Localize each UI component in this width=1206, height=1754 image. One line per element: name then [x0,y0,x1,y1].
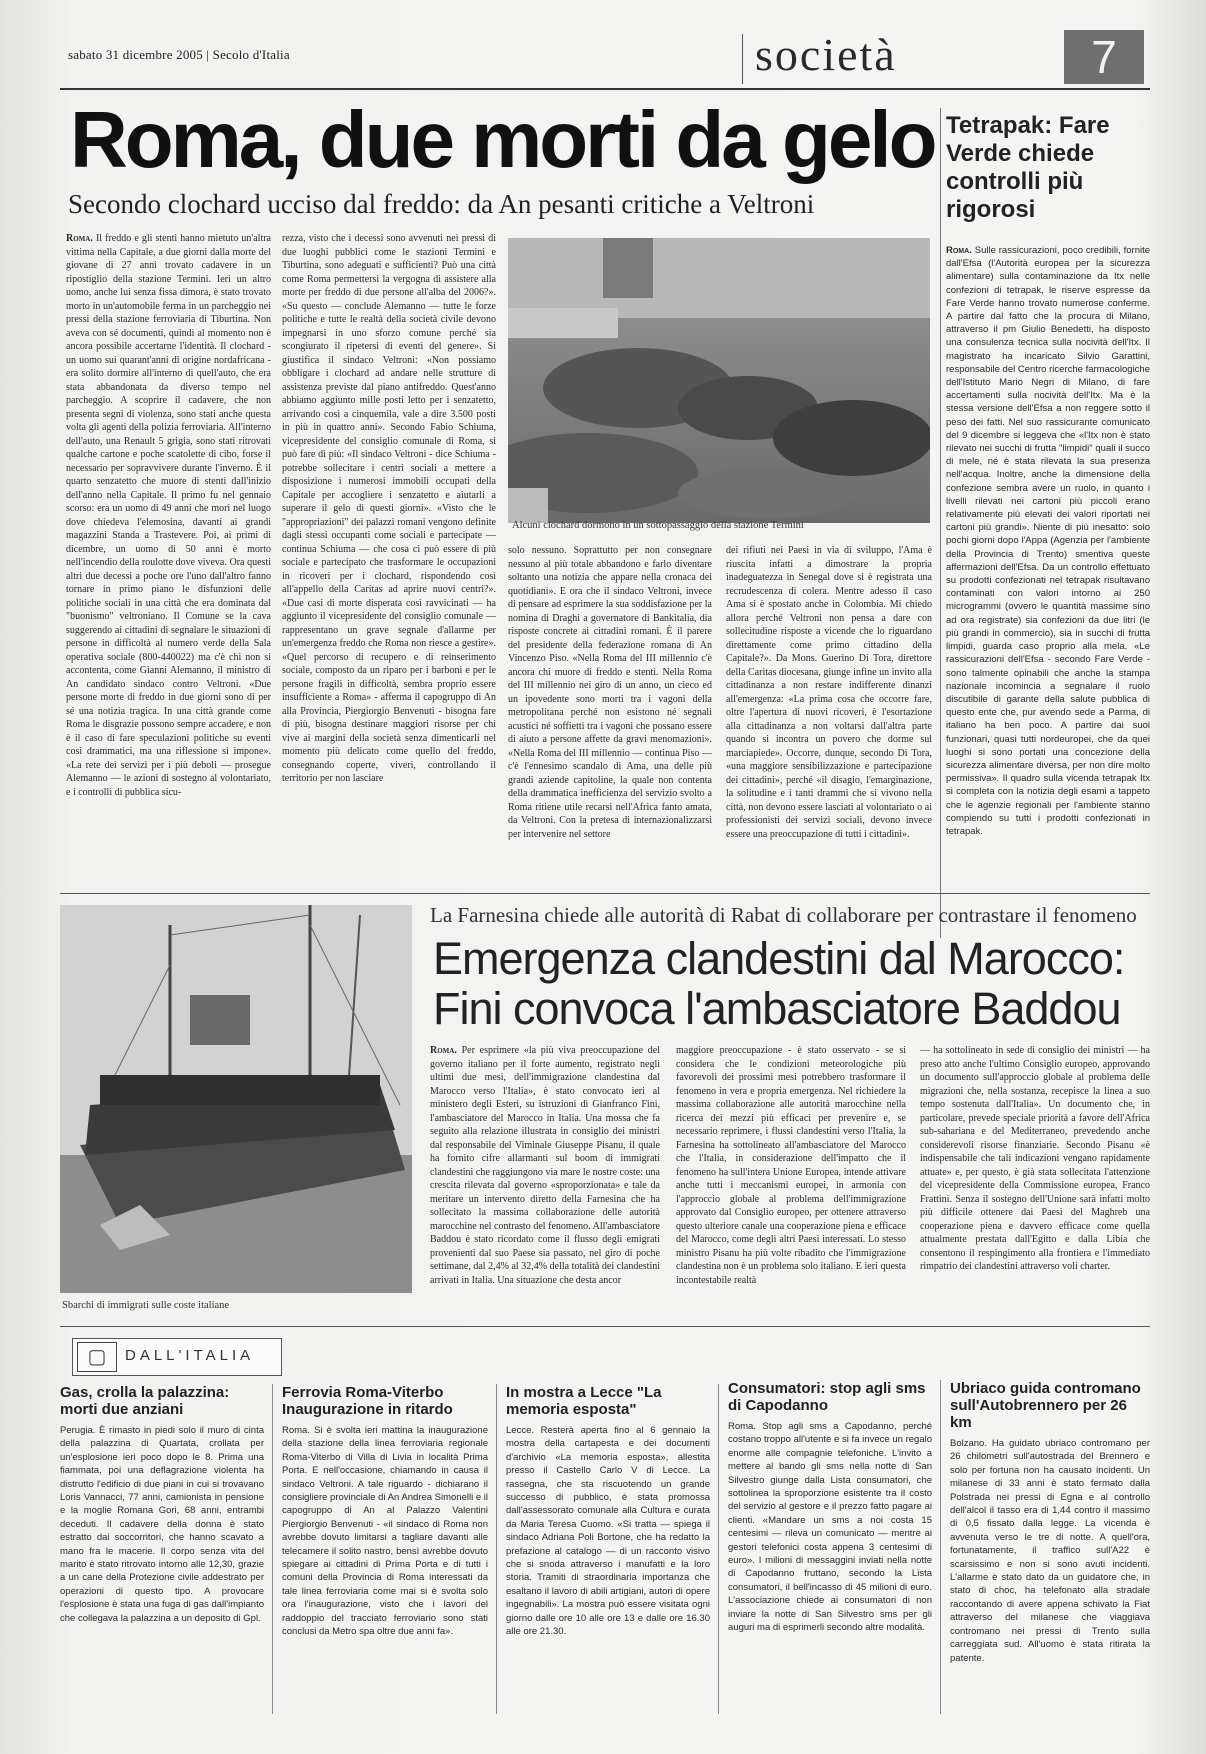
brief-5-title: Ubriaco guida contromano sull'Autobrennero per 26 km [950,1380,1141,1431]
sidebar-title: Tetrapak: Fare Verde chiede controlli più rigorosi [946,112,1110,223]
brief-3 [506,1384,710,1742]
second-col2-text: maggiore preoccupazione - è stato osservato - se si considera che le condizioni meteorologiche più favorevoli dei prossimi mesi potrebbero trasformare il fenomeno in vera e propria emergenza. Nel richiedere la massima collaborazione alle autorità marocchine nella ricerca dei mezzi più efficaci per prevenire e, se necessario reprimere, i flussi clandestini verso l'Italia, la Farnesina ha sottolineato all'ambasciatore del Marocco che l'Italia, in considerazione dell'impatto che il fenomeno ha sull'intera Unione Europea, intende attivare anche tutti i meccanismi europei, in armonia con l'approccio globale al problema dell'immigrazione approvato dal Consiglio europeo, per ottenere attraverso questo ulteriore canale una cooperazione piena e efficace del Marocco, come degli altri Paesi interessati. Lo stesso ministro Pisanu ha più volte ribadito che l'immigrazione clandestina non è un problema solo italiano. E ieri questa incontestabile realtà [676,1045,906,1286]
italy-map-icon: ▢ [77,1342,117,1372]
brief-1-title: Gas, crolla la palazzina: morti due anziani [60,1384,230,1418]
second-headline [433,934,1153,1034]
issue-date: sabato 31 dicembre 2005 [68,47,203,62]
second-story-column-1 [430,1044,660,1320]
second-story-column-2 [676,1044,906,1320]
main-story-column-4 [726,544,932,886]
brief-4-title: Consumatori: stop agli sms di Capodanno [728,1380,926,1414]
brief-3-body [506,1424,710,1742]
main-headline: Roma, due morti da gelo [70,95,935,184]
page-number: 7 [1064,30,1144,84]
sidebar-text: Sulle rassicurazioni, poco credibili, fornite dall'Efsa (l'Autorità europea per la sicurezza alimentare) sulla contaminazione da Itx nelle confezioni di tetrapak, le riserve espresse da Fare Verde hanno trovato numerose conferme. A partire dal fatto che la procura di Milano, attraverso il pm Giulio Benedetti, ha disposto una consulenza tecnica sulla nocività dell'Itx. Il magistrato ha incaricato Silvio Garattini, responsabile del Centro ricerche farmacologiche dell'Istituto Mario Negri di Milano, di fare accertamenti sulla nocività dell'Itx. Ma è la stessa versione dell'Efsa a non reggere sotto il peso dei fatti. Nel suo rassicurante comunicato del 9 dicembre si leggeva che «l'Itx non è stato rilevato nei succhi di frutta "limpidi" quali il succo di mele, né è stata rilevata la sua presenza nell'acqua. Inoltre, anche la dimensione della confezione sembra avere un ruolo, in quanto i livelli rilevati nei cartoni più piccoli erano relativamente più elevati dei valori riportati nei cartoni più grandi». Niente di più inesatto: solo pochi giorni dopo l'Appa (Agenzia per l'ambiente della Provincia di Trento) smentiva queste affermazioni dell'Efsa. Da un controllo effettuato su prodotti confezionati nel tetrapak risultavano contaminati con valori intorno ai 250 microgrammi (ovvero le quantità massime sino ad ora registrate) sia confezioni da due litri (le più grandi in commercio), sia in succhi di frutta limpidi, guarda caso proprio alla mela. «Le rassicurazioni dell'Efsa - secondo Fare Verde - sono talmente opinabili che anche la stampa nazionale incomincia a segnalare il ruolo discutibile di garante della salute pubblica di questo ente che, pur avendo sede a Parma, di italiano ha ben poco. A partire dai suoi funzionari, quasi tutti nordeuropei, che da quei luoghi si sono portati una concezione della sicurezza alimentare diversa, per non dire molto permissiva». Il quadro sulla vicenda tetrapak Itx si completa con la notizia degli esami a tappeto che le agenzie regionali per l'ambiente stanno compiendo su tutti i prodotti confezionati in tetrapak. [946,245,1150,837]
main-dateline: Roma. [66,233,93,244]
brief-rule-2 [496,1384,497,1714]
main-col4-text: dei rifiuti nei Paesi in via di sviluppo, l'Ama è riuscita infatti a dimostrare la propria inadeguatezza in Senegal dove si è registrata una recrudescenza di colera. Mentre adesso il caso Ama si è spostato anche in Colombia. Mi chiedo allora perché Veltroni non pensa a dare con sollecitudine risposte a vicende che lo riguardano direttamente come primo cittadino della Capitale?». Da Mons. Guerino Di Tora, direttore della Caritas diocesana, giunge infine un invito alla cittadinanza a non restare indifferente dinanzi all'emergenza: «La prima cosa che occorre fare, oltre l'apertura di nuovi ricoveri, è l'esortazione alla cittadinanza a non voltarsi dall'altra parte quando si incontra un povero che dorme sul marciapiede». Occorre, dunque, secondo Di Tora, «una maggiore sensibilizzazione e partecipazione dei cittadini», perché «il disagio, l'emarginazione, la solitudine e i tanti drammi che si vivono nella città, non devono essere lasciati al volontariato o ai professionisti dei servizi sociali, devono invece essere una preoccupazione di tutti i cittadini». [726,545,932,840]
second-dateline: Roma. [430,1045,457,1056]
main-col3-text: solo nessuno. Soprattutto per non consegnare nessuno al più totale abbandono e farlo diventare soltanto una notizia che appare nella cronaca dei quotidiani». E ora che il sindaco Veltroni, invece di pensare ad esprimere la sua soddisfazione per la nomina di Draghi a governatore di Bankitalia, dia risposte concrete ai cittadini romani. È il parere del presidente della federazione romana di An Vincenzo Piso. «Nella Roma del III millennio c'è ancora chi muore di freddo e stenti. Nella Roma del III millennio nei giro di un anno, un cieco ed un ipovedente sono morti tra i vagoni della metropolitana perché non esistono né segnali acustici né soffietti tra i vagoni che possano essere di aiuto a persone affette da gravi menomazioni». «Nella Roma del III millennio — continua Piso — c'è l'ennesimo scandalo di Ama, una delle più grandi aziende capitoline, la quale non contenta della drammatica inefficienza del servizio svolto a Roma ritiene utile recarsi nell'Africa fanto amata, da Veltroni. Con la pretesa di internazionalizzarsi per intervenire nel settore [508,545,712,840]
sidebar-body [946,244,1150,886]
main-story-column-1 [66,232,271,884]
second-headline-line-2: Fini convoca l'ambasciatore Baddou [433,983,1121,1034]
main-story-column-3 [508,544,712,886]
brief-rule-3 [718,1384,719,1714]
second-headline-line-1: Emergenza clandestini dal Marocco: [433,933,1125,984]
paper-name: Secolo d'Italia [212,47,290,62]
masthead-date-line [68,47,290,63]
briefs-divider [60,1326,1150,1327]
brief-3-dateline: Lecce. [506,1425,534,1436]
brief-2-dateline: Roma. [282,1425,310,1436]
migrant-boat-photo [60,905,412,1293]
second-story-column-3 [920,1044,1150,1320]
brief-1-text: È rimasto in piedi solo il muro di cinta della palazzina di Quartata, crollata per un'esplosione ieri poco dopo le 8. Prima una fiammata, poi una deflagrazione violenta ha distrutto l'edificio di due piani in cui si trovavano Loris Vannacci, 77 anni, camionista in pensione e la moglie Romana Gori, 68 anni, entrambi deceduti. Il cadavere della donna è stato estratto dai soccorritori, che hanno scavato a mano fra le macerie. Il corpo senza vita del marito è stato ritrovato intorno alle 12,30, grazie a un cane della Protezione civile addestrato per operazioni di questo tipo. A provocare l'esplosione è stata una fuga di gas dall'impianto che collegava la palazzina a un deposito di Gpl. [60,1425,264,1624]
brief-4-body [728,1420,932,1742]
brief-3-text: Resterà aperta fino al 6 gennaio la mostra della cartapesta e dei documenti d'archivio «La memoria esposta», allestita presso il Castello Carlo V di Lecce. La rassegna, che sta riscuotendo un grande successo di pubblico, è stata promossa dall'assessorato comunale alla Cultura e curata da Maria Teresa Cuomo. «Si tratta — spiega il sindaco Adriana Poli Bortone, che ha redatto la prefazione al catalogo — di un racconto visivo che si snoda attraverso i manufatti e la loro storia. Tramiti di straordinaria importanza che esaltano il lavoro di abili artigiani, autori di opere ingegnabili». La mostra può essere visitata ogni giorno dalle ore 10 alle ore 13 e dalle ore 16.30 alle ore 21.30. [506,1425,710,1638]
section-divider [60,893,1150,894]
second-col1-text: Per esprimere «la più viva preoccupazione del governo italiano per il forte aumento, registrato negli ultimi due mesi, dell'immigrazione clandestina dal Marocco verso l'Italia», è stato convocato ieri al ministero degli Esteri, su istruzioni di Gianfranco Fini, l'ambasciatore del Marocco in Italia. Una mossa che fa seguito alla relazione illustrata in consiglio dei ministri dal responsabile del Viminale Giuseppe Pisanu, il quale ha fornito cifre allarmanti sul boom di immigrati clandestini che raggiungono via mare le nostre coste: una crescita rilevata dal governo «sproporzionata» e tale da meritare un intervento diretto della Farnesina che ha sollecitato la massima collaborazione delle autorità marocchine nel contrasto del fenomeno. All'ambasciatore Baddou è stato ricordato come il flusso degli emigrati provenienti dal suo Paese sia passato, nel giro di poche settimane, dal 2,4% al 32,4% della totalità dei clandestini arrivati in Italia. Una situazione che desta ancor [430,1045,660,1286]
brief-4-text: Stop agli sms a Capodanno, perché costano troppo all'utente e si fa invece un regalo enorme alle compagnie telefoniche. L'invito a mettere al bando gli sms nella notte di San Silvestro giunge dalla Lista consumatori, che sottolinea la sproporzione esistente tra il costo del servizio al gestore e il prezzo fatto pagare ai clienti. «Mandare un sms a noi costa 15 centesimi — rileva un comunicato — mentre ai gestori telefonici costa appena 3 centesimi di euro». I milioni di messaggini inviati nella notte di Capodanno fruttano, secondo la Lista consumatori, il bell'incasso di 45 milioni di euro. L'associazione chiede ai consumatori di non inviare la notte di San Silvestro sms per gli auguri ma di esprimerli secondo altre modalità. [728,1421,932,1634]
brief-4 [728,1380,932,1742]
sidebar-rule [940,108,941,938]
header-rule [60,88,1150,90]
section-title: società [755,29,897,80]
main-photo-caption: Alcuni clochard dormono in un sottopassaggio della stazione Termini [512,520,804,531]
main-col2-text: rezza, visto che i decessi sono avvenuti nei pressi di due luoghi pubblici come le stazioni Termini e Tiburtina, sono adeguati e sufficienti? Può una città come Roma permettersi la vergogna di assistere alla morte per freddo di due persone all'alba del 2006?». «Su questo — conclude Alemanno — tutte le forze politiche e tutte le realtà della società civile devono impegnarsi in uno sforzo comune perché sia scongiurato il ripetersi di eventi del genere». Si giustifica il sindaco Veltroni: «Non possiamo obbligare i clochard ad andare nelle strutture di assistenza previste dal piano antifreddo. Quest'anno abbiamo aggiunto mille posti letto per i senzatetto, arrivando così a cinquemila, vale a dire 3.500 posti in più in quattro anni». Secondo Fabio Schiuma, vicepresidente del consiglio comunale di Roma, si può fare di più: «Il sindaco Veltroni - dice Schiuma - potrebbe sollecitare i centri sociali a mettere a disposizione i numerosi immobili occupati della Capitale per accogliere i senzatetto e aiutarli a superare il gelo di questi giorni». «Visto che le "appropriazioni" dei palazzi romani vengono definite dagli stessi occupanti come sociali e partecipate — continua Schiuma — che cosa ci può essere di più sociale e partecipato che trasformare le occupazioni in ricoveri per i clochard, rispondendo così all'appello della Caritas ad aprire nuovi centri?». «Due casi di morte disperata così ravvicinati — ha aggiunto il vicepresidente del consiglio comunale — rappresentano un grave segnale d'allarme per un'emergenza freddo che Roma non riesce a gestire». «Quel percorso di recupero e di reinserimento sociale, composto da un riparo per i barboni e per le persone fragili in difficoltà, sembra proprio essere insufficiente a Roma» - afferma il capogruppo di An alla Provincia, Piergiorgio Benvenuti - bisogna fare di più, bisogna destinare maggiori risorse per chi vive ai margini della società senza dimenticarli nel momento più delicato come quello del freddo, consegnando coperte, viveri, controllando il territorio per non lasciare [282,233,496,784]
brief-5-text: Ha guidato ubriaco contromano per 26 chilometri sull'autostrada del Brennero e solo per fortuna non ha causato incidenti. Un milanese di 33 anni è stato fermato dalla Polstrada nei pressi di Egna e al controllo dell'alcol il tasso era di 1,44 contro il massimo di 0,5 fissato dalla legge. La vicenda è avvenuta verso le tre di notte. A quell'ora, fortunatamente, il traffico sull'A22 è scarsissimo e non si sono avuti incidenti. L'allarme è stato dato da un guidatore che, in stato di choc, ha telefonato alla stradale raccontando di avere appena schivato la Fiat attraverso del milanese che viaggiava contromano nei pressi di Trento sulla carreggiata sud. All'uomo è stata ritirata la patente. [950,1438,1150,1664]
clochard-photo-illustration [508,238,930,523]
second-photo-caption: Sbarchi di immigrati sulle coste italiane [62,1300,230,1311]
migrant-boat-illustration [60,905,412,1293]
sidebar-dateline: Roma. [946,245,972,256]
brief-2-body [282,1424,488,1742]
main-col1-text: Il freddo e gli stenti hanno mietuto un'altra vittima nella Capitale, a due giorni dalla morte del giovane di 27 anni trovato cadavere in un ripostiglio della stazione Termini. Ieri un altro uomo, anche lui senza fissa dimora, è stato trovato morto in un'automobile ferma in un parcheggio nei pressi della stazione ferroviaria di Tiburtina. Non aveva con sé documenti, quindi al momento non è ancora possibile accertarne l'identità. Il clochard - un uomo sui quarant'anni di origine nordafricana - era solito dormire all'interno di quell'auto, che era stata abbandonata da diverso tempo nel parcheggio. A scoprire il cadavere, che non presenta segni di violenza, sono stati anche questa volta gli agenti della polizia ferroviaria. All'interno dell'auto, una Renault 5 grigia, sono stati ritrovati qualche cartone e poche scatolette di cibo, forse il necessario per sopravvivere durante l'inverno. È il quarto senzatetto che muore di stenti dall'inizio dell'anno nella Capitale. Il primo fu nel gennaio scorso: era un uomo di 49 anni che morì nel luogo dove chiedeva l'elemosina, davanti ai grandi magazzini Standa a Trastevere. Poi, ai primi di dicembre, un uomo di 50 anni è morto nell'incendio della roulotte dove viveva. Ora questi altri due decessi a poche ore l'uno dall'altro fanno tornare in primo piano le disfunzioni delle politiche sociali in una città che era dominata dal "buonismo" veltroniano. Il Comune se la cava suggerendo ai cittadini di segnalare le situazioni di persone in difficoltà al numero verde della Sala operativa sociale (800-440022) ma c'è chi non si accontenta, come Gianni Alemanno, il ministro di An candidato sindaco contro Veltroni. «Due persone morte di freddo in due giorni sono di per sé una notizia tragica. In una città grande come Roma le disgrazie possono sempre accadere, e non è il caso di fare speculazioni politiche su eventi così drammatici, ma una riflessione si impone». «La rete dei servizi per i più deboli — prosegue Alemanno — le azioni di sostegno al volontariato, e i controlli di pubblica sicu- [66,233,271,798]
header-separator [742,34,743,84]
brief-2 [282,1384,488,1742]
brief-3-title: In mostra a Lecce "La memoria esposta" [506,1384,662,1418]
briefs-label-box [72,1338,282,1376]
brief-4-dateline: Roma. [728,1421,756,1432]
brief-1-body [60,1424,264,1742]
second-kicker: La Farnesina chiede alle autorità di Rabat di collaborare per contrastare il fenomeno [430,903,1137,927]
brief-5-body [950,1437,1150,1754]
main-subhead: Secondo clochard ucciso dal freddo: da An pesanti critiche a Veltroni [68,189,815,219]
brief-2-text: Si è svolta ieri mattina la inaugurazione della stazione della linea ferroviaria regionale Roma-Viterbo di Villa di Livia in località Prima Porta. E nell'occasione, chiamando in causa il sindaco Veltroni. A tale riguardo - dichiarano il consigliere provinciale di An Andrea Simonelli e il capogruppo di An al Palazzo Valentini Piergiorgio Benvenuti - «il sindaco di Roma non avrebbe dovuto limitarsi a tagliare davanti alle telecamere il solito nastro, bensì avrebbe dovuto spiegare ai cittadini di Prima Porta e di tutti i comuni della Provincia di Roma interessati da tale linea ferroviaria come mai si è svolta solo ora l'inaugurazione, visto che i lavori del raddoppio del tracciato ferroviario sono stati conclusi da Metro spa oltre due anni fa». [282,1425,488,1638]
brief-1-dateline: Perugia. [60,1425,96,1436]
second-col3-text: — ha sottolineato in sede di consiglio dei ministri — ha preso atto anche l'ultimo Consiglio europeo, approvando un documento sull'approccio globale al problema delle migrazioni che, nella sostanza, recepisce la linea a suo tempo sostenuta dall'Italia». Un documento che, in particolare, prevede speciale priorità a favore dell'Africa sub-sahariana e del Mediterraneo, prevedendo anche considerevoli risorse finanziarie. Secondo Pisanu «è indispensabile che tali indicazioni vengano rapidamente attuate» e, per questo, è già stata sollecitata l'attenzione del vicepresidente della Commissione europea, Franco Frattini. Senza il sostegno dell'Unione sarà infatti molto più difficile ottenere dai Paesi del Maghreb una cooperazione piena e davvero efficace come quella attualmente prestata dall'Egitto e dalla Libia che consentono il respingimento alla frontiera e l'immediato rimpatrio dei clandestini attraverso voli charter. [920,1045,1150,1272]
brief-rule-4 [940,1380,941,1714]
brief-2-title: Ferrovia Roma-Viterbo Inaugurazione in ritardo [282,1384,453,1418]
separator: | [206,47,213,62]
clochard-photo [508,238,930,523]
brief-1 [60,1384,264,1742]
brief-5-dateline: Bolzano. [950,1438,987,1449]
briefs-label: DALL'ITALIA [125,1347,255,1364]
brief-5 [950,1380,1150,1754]
main-story-column-2 [282,232,496,884]
brief-rule-1 [272,1384,273,1714]
